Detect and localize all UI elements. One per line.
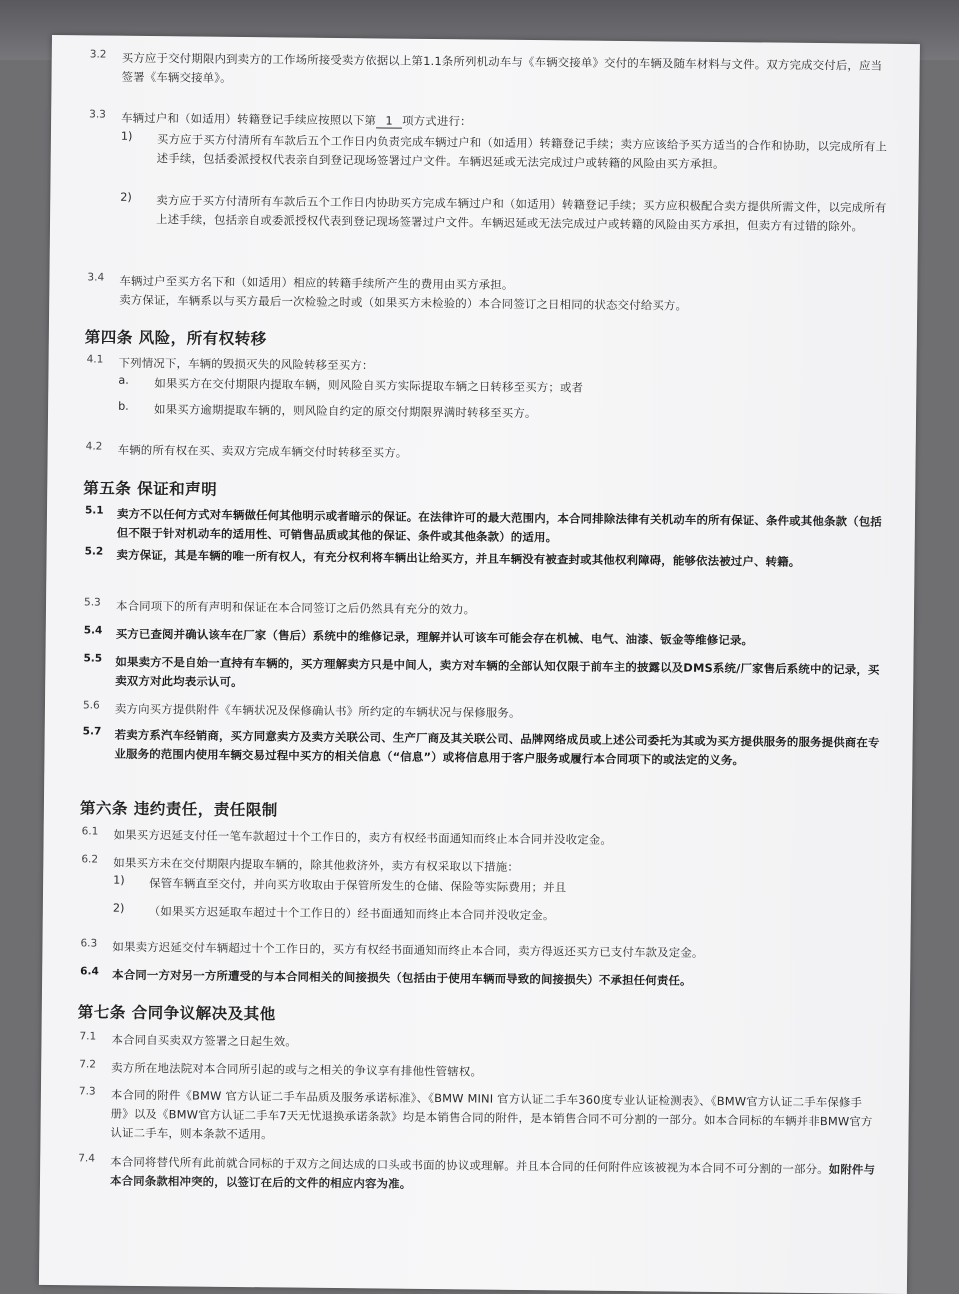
clause-5-4	[84, 624, 884, 651]
clause-number: 5.2	[84, 545, 104, 558]
clause-number: 5.7	[82, 725, 102, 738]
clause-4-2	[86, 440, 886, 467]
clause-text-after: 项方式进行：	[402, 113, 472, 129]
clause-text: 卖方向买方提供附件《车辆状况及保修确认书》所约定的车辆状况与保修服务。	[114, 701, 521, 720]
clause-number: 5.1	[84, 504, 104, 517]
clause-number: 5.5	[83, 652, 103, 665]
item-text: 卖方应于买方付清所有车款后五个工作日内协助买方完成车辆过户和（如适用）转籍登记手续；买方应积极配合卖方提供所需文件，以完成所有上述手续，包括亲自或委派授权代表到登记现场签署过户文件。车辆迟延或无法完成过户或转籍的风险由买方承担，但卖方有过错的除外。	[156, 193, 887, 234]
clause-5-3	[84, 596, 884, 623]
item-number: 2)	[112, 901, 125, 915]
clause-6-2-item-2	[113, 902, 881, 929]
item-text: （如果买方迟延取车超过十个工作日的）经书面通知而终止本合同并没收定金。	[148, 904, 555, 923]
clause-text: 本合同自买卖双方签署之日起生效。	[111, 1032, 297, 1049]
clause-number: 4.2	[85, 440, 103, 453]
clause-number: 3.3	[89, 108, 106, 121]
clause-6-3	[80, 937, 880, 964]
clause-7-3	[78, 1085, 879, 1150]
clause-text: 如果买方迟延支付任一笔车款超过十个工作日的，卖方有权经书面通知而终止本合同并没收定金。	[113, 827, 613, 847]
article-5-heading: 第五条 保证和声明	[83, 479, 218, 499]
clause-number: 5.6	[82, 699, 100, 712]
clause-number: 6.2	[81, 853, 99, 866]
item-number: 1)	[113, 873, 125, 887]
clause-6-1	[82, 825, 882, 852]
clause-text-line-2: 卖方保证，车辆系以与买方最后一次检验之时或（如果买方未检验的）本合同签订之日相同的状态交付给买方。	[119, 292, 688, 313]
item-number: 1)	[120, 129, 133, 143]
clause-text-before: 车辆过户和（如适用）转籍登记手续应按照以下第	[121, 110, 377, 128]
clause-text: 本合同一方对另一方所遭受的与本合同相关的间接损失（包括由于使用车辆而导致的间接损失）不承担任何责任。	[112, 967, 692, 988]
article-6-heading: 第六条 违约责任，责任限制	[79, 799, 278, 820]
clause-text: 本合同的附件《BMW 官方认证二手车品质及服务承诺标准》、《BMW MINI 官方认证二手车360度专业认证检测表》、《BMW官方认证二手车保修手册》以及《BMW官方认证二手车7天无忧退换承诺条款》均是本销售合同的附件，是本销售合同不可分割的一部分。如本合同标的车辆并非BMW官方认证二手车，则本条款不适用。	[110, 1087, 873, 1142]
clause-number: 5.3	[83, 596, 101, 609]
clause-5-6	[83, 699, 883, 726]
clause-3-3-item-1	[121, 130, 889, 176]
clause-3-4	[87, 271, 887, 317]
clause-number: 7.3	[78, 1085, 96, 1098]
clause-5-5	[83, 652, 883, 698]
clause-text: 车辆的所有权在买、卖双方完成车辆交付时转移至买方。	[117, 442, 408, 460]
item-text: 如果买方逾期提取车辆的，则风险自约定的原交付期限界满时转移至买方。	[154, 402, 537, 421]
clause-text: 买方应于交付期限内到卖方的工作场所接受卖方依据以上第1.1条所列机动车与《车辆交接单》交付的车辆及随车材料与文件。双方完成交付后，应当签署《车辆交接单》。	[121, 50, 883, 85]
clause-text: 如果买方未在交付期限内提取车辆的，除其他救济外，卖方有权采取以下措施：	[113, 855, 520, 874]
clause-5-1	[85, 504, 885, 550]
clause-text-normal: 本合同将替代所有此前就合同标的于双方之间达成的口头或书面的协议或理解。并且本合同的任何附件应该被视为本合同不可分割的一部分。	[110, 1154, 829, 1177]
clause-number: 3.2	[89, 48, 107, 61]
item-number: a.	[118, 373, 129, 387]
clause-text-line-1: 车辆过户至买方名下和（如适用）相应的转籍手续所产生的费用由买方承担。	[119, 273, 514, 292]
clause-text	[110, 1153, 878, 1199]
item-number: b.	[118, 399, 129, 413]
item-text: 保管车辆直至交付，并向买方收取由于保管所发生的仓储、保险等实际费用；并且	[149, 876, 567, 895]
clause-text: 如果卖方不是自始一直持有车辆的，买方理解卖方只是中间人，卖方对车辆的全部认知仅限于前车主的披露以及DMS系统/厂家售后系统中的记录，买卖双方对此均表示认可。	[115, 654, 880, 690]
clause-3-2	[89, 48, 889, 94]
clause-number: 7.1	[79, 1030, 97, 1043]
item-text: 买方应于买方付清所有车款后五个工作日内负责完成车辆过户和（如适用）转籍登记手续；卖方应该给予买方适当的合作和协助，以完成所有上述手续，包括委派授权代表亲自到登记现场签署过户文件。车辆迟延或无法完成过户或转籍的风险由买方承担。	[156, 132, 888, 172]
clause-6-4	[80, 965, 880, 992]
clause-text: 卖方保证，其是车辆的唯一所有权人，有充分权利将车辆出让给买方，并且车辆没有被查封或其他权利障碍，能够依法被过户、转籍。	[116, 547, 801, 569]
clause-number: 6.1	[81, 825, 99, 838]
clause-number: 6.4	[80, 965, 99, 978]
clause-text: 卖方所在地法院对本合同所引起的或与之相关的争议享有排他性管辖权。	[111, 1060, 483, 1079]
clause-3-3-item-2	[120, 191, 888, 237]
clause-text-bold: 如附件与本合同条款相冲突的，以签订在后的文件的相应内容为准。	[109, 1162, 876, 1191]
clause-7-2	[79, 1058, 879, 1085]
clause-number: 6.3	[80, 937, 98, 950]
clause-text: 买方已查阅并确认该车在厂家（售后）系统中的维修记录，理解并认可该车可能会存在机械、电气、油漆、钣金等维修记录。	[115, 626, 754, 648]
clause-5-7	[82, 725, 882, 771]
item-number: 2)	[120, 190, 132, 204]
clause-number: 7.4	[78, 1152, 96, 1165]
clause-7-4	[78, 1152, 878, 1198]
clause-text: 如果卖方迟延交付车辆超过十个工作日的，买方有权经书面通知而终止本合同，卖方得返还买方已支付车款及定金。	[112, 939, 704, 960]
clause-text: 若卖方系汽车经销商，买方同意卖方及卖方关联公司、生产厂商及其关联公司、品牌网络成员或上述公司委托为其或为买方提供服务的服务提供商在专业服务的范围内使用车辆交易过程中买方的相关信息（“信息”）或将信息用于客户服务或履行本合同项下的或法定的义务。	[114, 727, 880, 768]
contract-page	[39, 35, 920, 1294]
clause-number: 4.1	[86, 353, 104, 366]
clause-4-1-item-b	[118, 400, 886, 427]
item-text: 如果买方在交付期限内提取车辆，则风险自买方实际提取车辆之日转移至买方；或者	[154, 376, 584, 395]
method-blank: 1	[376, 113, 402, 128]
clause-text: 卖方不以任何方式对车辆做任何其他明示或者暗示的保证。在法律许可的最大范围内，本合同排除法律有关机动车的所有保证、条件或其他条款（包括但不限于针对机动车的适用性、可销售品质或其他的保证、条件或其他条款）的适用。	[116, 506, 883, 545]
clause-text: 本合同项下的所有声明和保证在本合同签订之后仍然具有充分的效力。	[115, 598, 476, 617]
clause-text: 下列情况下，车辆的毁损灭失的风险转移至买方：	[118, 355, 374, 373]
article-4-heading: 第四条 风险，所有权转移	[84, 328, 267, 349]
clause-number: 3.4	[87, 271, 105, 284]
clause-7-1	[79, 1030, 879, 1057]
clause-number: 5.4	[83, 624, 103, 637]
article-7-heading: 第七条 合同争议解决及其他	[77, 1003, 276, 1024]
clause-number: 7.2	[79, 1058, 96, 1071]
